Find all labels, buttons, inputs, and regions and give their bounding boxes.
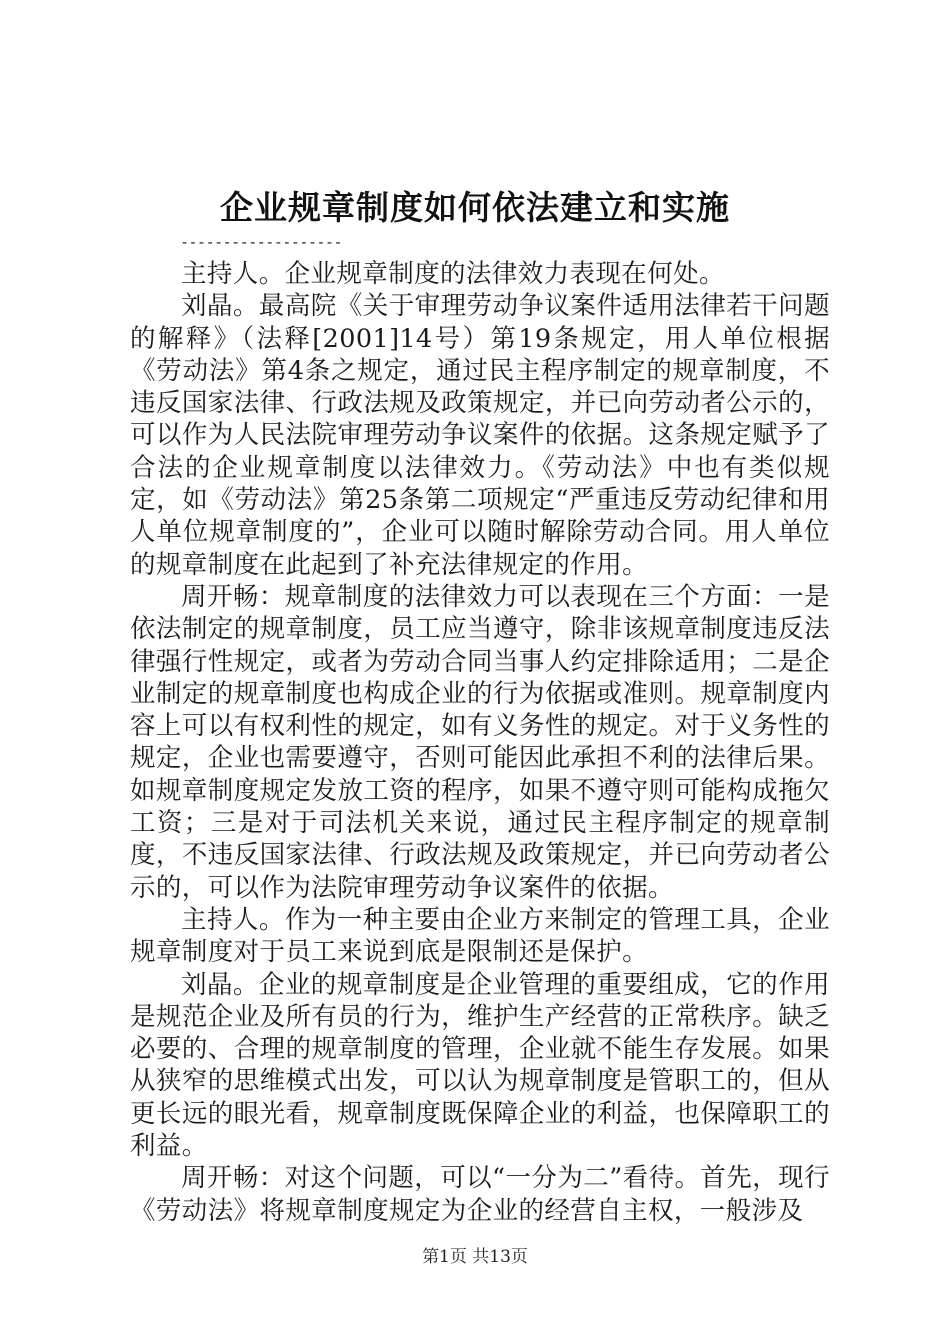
document-title: 企业规章制度如何依法建立和实施 (220, 188, 730, 227)
document-body (130, 258, 830, 1227)
title-underline: ------------------- (180, 233, 343, 251)
paragraph: 周开畅：对这个问题，可以“一分为二”看待。首先，现行《劳动法》将规章制度规定为企业的经营自主权，一般涉及 (130, 1163, 830, 1226)
paragraph: 主持人。作为一种主要由企业方来制定的管理工具，企业规章制度对于员工来说到底是限制还是保护。 (130, 904, 830, 968)
page-footer: 第1页 共13页 (422, 1247, 528, 1267)
paragraph: 周开畅：规章制度的法律效力可以表现在三个方面：一是依法制定的规章制度，员工应当遵守，除非该规章制度违反法律强行性规定，或者为劳动合同当事人约定排除适用；二是企业制定的规章制度也构成企业的行为依据或准则。规章制度内容上可以有权利性的规定，如有义务性的规定。对于义务性的规定，企业也需要遵守，否则可能因此承担不利的法律后果。如规章制度规定发放工资的程序，如果不遵守则可能构成拖欠工资；三是对于司法机关来说，通过民主程序制定的规章制度，不违反国家法律、行政法规及政策规定，并已向劳动者公示的，可以作为法院审理劳动争议案件的依据。 (130, 581, 830, 903)
paragraph: 主持人。企业规章制度的法律效力表现在何处。 (181, 259, 725, 289)
paragraph: 刘晶。最高院《关于审理劳动争议案件适用法律若干问题的解释》（法释[2001]14号）第19条规定，用人单位根据《劳动法》第4条之规定，通过民主程序制定的规章制度，不违反国家法律、行政法规及政策规定，并已向劳动者公示的，可以作为人民法院审理劳动争议案件的依据。这条规定赋予了合法的企业规章制度以法律效力。《劳动法》中也有类似规定，如《劳动法》第25条第二项规定“严重违反劳动纪律和用人单位规章制度的”，企业可以随时解除劳动合同。用人单位的规章制度在此起到了补充法律规定的作用。 (130, 291, 830, 580)
paragraph: 刘晶。企业的规章制度是企业管理的重要组成，它的作用是规范企业及所有员的行为，维护生产经营的正常秩序。缺乏必要的、合理的规章制度的管理，企业就不能生存发展。如果从狭窄的思维模式出发，可以认为规章制度是管职工的，但从更长远的眼光看，规章制度既保障企业的利益，也保障职工的利益。 (130, 969, 830, 1162)
